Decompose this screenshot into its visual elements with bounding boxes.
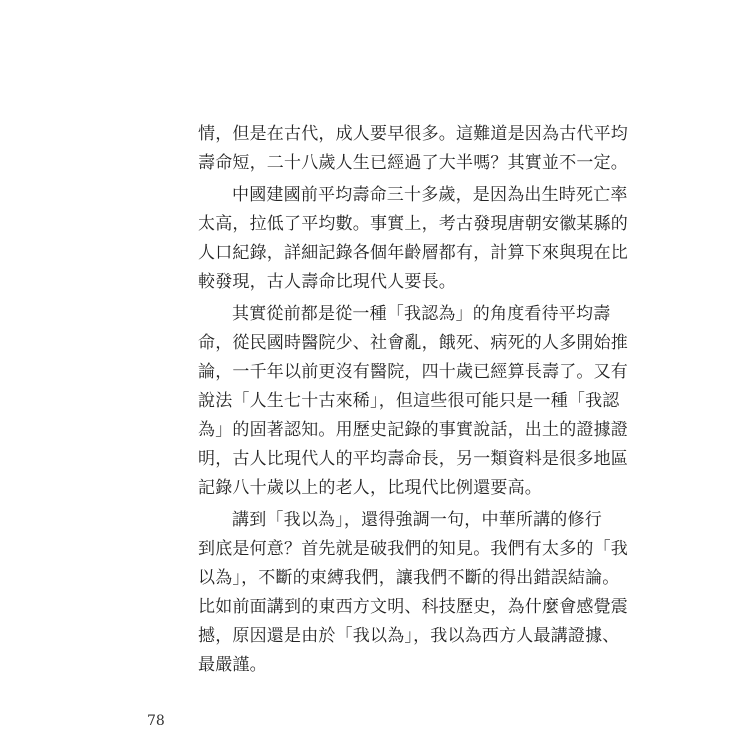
text-line: 比如前面講到的東西方文明、科技歷史，為什麼會感覺震 <box>198 597 628 617</box>
paragraph-1 <box>198 120 628 178</box>
text-line: 人口紀錄，詳細記錄各個年齡層都有，計算下來與現在比 <box>198 243 628 263</box>
text-line: 情，但是在古代，成人要早很多。這難道是因為古代平均 <box>198 124 628 144</box>
text-line: 講到「我以為」，還得強調一句，中華所講的修行 <box>232 510 602 530</box>
text-line: 較發現，古人壽命比現代人要長。 <box>198 272 456 292</box>
text-line: 壽命短，二十八歲人生已經過了大半嗎？其實並不一定。 <box>198 153 628 173</box>
paragraph-4 <box>198 506 628 680</box>
text-line: 撼，原因還是由於「我以為」，我以為西方人最講證據、 <box>198 626 620 646</box>
text-line: 其實從前都是從一種「我認為」的角度看待平均壽 <box>232 304 611 324</box>
text-line: 說法「人生七十古來稀」，但這些很可能只是一種「我認 <box>198 391 620 411</box>
text-line: 最嚴謹。 <box>198 655 267 675</box>
text-line: 中國建國前平均壽命三十多歲，是因為出生時死亡率 <box>232 185 628 205</box>
text-line: 記錄八十歲以上的老人，比現代比例還要高。 <box>198 478 542 498</box>
text-line: 為」的固著認知。用歷史記錄的事實說話，出土的證據證 <box>198 420 628 440</box>
text-line: 太高，拉低了平均數。事實上，考古發現唐朝安徽某縣的 <box>198 214 628 234</box>
body-text <box>198 120 628 683</box>
text-line: 明，古人比現代人的平均壽命長，另一類資料是很多地區 <box>198 449 628 469</box>
page-number: 78 <box>147 713 165 729</box>
paragraph-3 <box>198 300 628 503</box>
paragraph-2 <box>198 181 628 297</box>
text-line: 論，一千年以前更沒有醫院，四十歲已經算長壽了。又有 <box>198 362 628 382</box>
text-line: 到底是何意？首先就是破我們的知見。我們有太多的「我 <box>198 539 628 559</box>
text-line: 以為」，不斷的束縛我們，讓我們不斷的得出錯誤結論。 <box>198 568 620 588</box>
text-line: 命，從民國時醫院少、社會亂，餓死、病死的人多開始推 <box>198 333 628 353</box>
